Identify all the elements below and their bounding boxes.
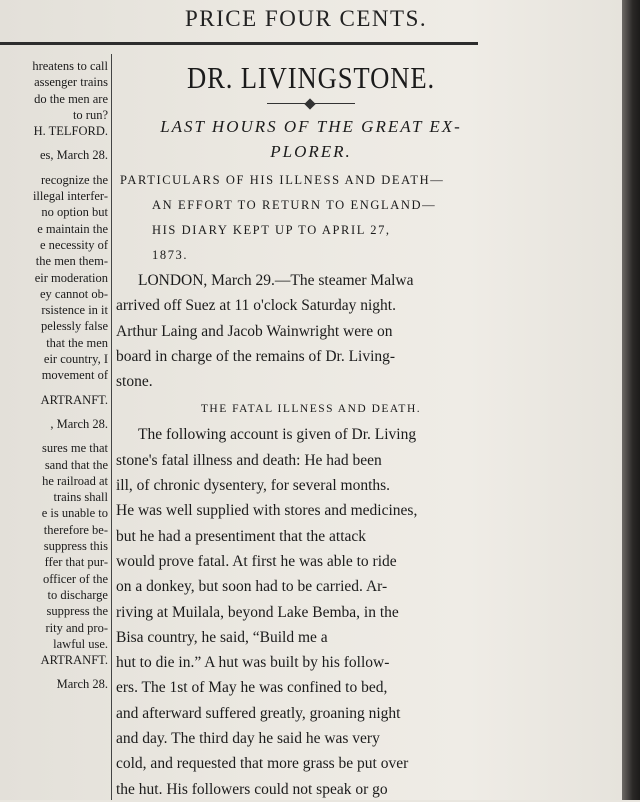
masthead-rule [0, 42, 478, 45]
section-heading: THE FATAL ILLNESS AND DEATH. [200, 403, 422, 416]
article-subhead [116, 114, 506, 164]
column-gap [0, 384, 108, 392]
text-line: and afterward suffered greatly, groaning night [116, 704, 401, 722]
column-line: lawful use. [53, 636, 108, 651]
column-line: H. TELFORD. [33, 124, 108, 139]
column-line: suppress the [46, 604, 108, 619]
column-line: March 28. [56, 677, 108, 692]
column-line: he railroad at [42, 473, 108, 488]
left-column-text [0, 58, 108, 693]
column-line: officer of the [42, 571, 108, 586]
column-line: to discharge [47, 587, 108, 602]
column-line: e maintain the [37, 221, 108, 236]
text-line: board in charge of the remains of Dr. Living- [116, 347, 396, 365]
column-line: movement of [41, 368, 108, 383]
subhead-line: PLORER. [270, 142, 352, 161]
account-paragraph [116, 422, 506, 801]
text-line: stone. [116, 373, 153, 391]
column-gap [0, 668, 108, 676]
subhead-line: LAST HOURS OF THE GREAT EX- [160, 117, 462, 136]
column-divider [111, 54, 112, 800]
text-line: ers. The 1st of May he was confined to bed, [116, 679, 388, 697]
column-line: do the men are [34, 91, 108, 106]
column-gap [0, 139, 108, 147]
article-column [116, 56, 506, 802]
article-deck [116, 168, 506, 268]
text-line: ill, of chronic dysentery, for several months. [116, 477, 391, 495]
text-line: riving at Muilala, beyond Lake Bemba, in the [116, 603, 399, 621]
column-line: ARTRANFT. [40, 653, 108, 668]
column-line: eir country, I [43, 352, 108, 367]
column-line: to run? [72, 107, 108, 122]
text-line: cold, and requested that more grass be put over [116, 755, 409, 773]
column-line: e necessity of [39, 237, 108, 252]
column-line: suppress this [43, 539, 108, 554]
column-line: e is unable to [41, 506, 108, 521]
deck-line: 1873. [152, 248, 189, 262]
column-line: therefore be- [43, 522, 108, 537]
text-line: hut to die in.” A hut was built by his follow- [116, 654, 390, 672]
column-line: ffer that pur- [44, 555, 108, 570]
text-line: would prove fatal. At first he was able to ride [116, 552, 397, 570]
text-line: the hut. His followers could not speak or go [116, 780, 388, 798]
column-line: assenger trains [34, 75, 108, 90]
column-line: the men them- [35, 254, 108, 269]
column-line: , March 28. [50, 416, 108, 431]
dateline-paragraph [116, 268, 506, 394]
column-line: rity and pro- [45, 620, 108, 635]
column-gap [0, 432, 108, 440]
deck-line: HIS DIARY KEPT UP TO APRIL 27, [152, 223, 391, 237]
column-gap [0, 164, 108, 172]
column-line: hreatens to call [32, 59, 108, 73]
text-line: Arthur Laing and Jacob Wainwright were on [116, 322, 393, 340]
column-line: recognize the [41, 172, 108, 187]
deck-line: PARTICULARS OF HIS ILLNESS AND DEATH— [120, 173, 445, 187]
text-line: Bisa country, he said, “Build me a [116, 628, 328, 646]
text-line: LONDON, March 29.—The steamer Malwa [138, 272, 414, 289]
article-headline: DR. LIVINGSTONE. [186, 60, 436, 95]
deck-line: AN EFFORT TO RETURN TO ENGLAND— [152, 198, 437, 212]
text-line: arrived off Suez at 11 o'clock Saturday night. [116, 297, 396, 315]
column-line: ARTRANFT. [40, 392, 108, 407]
column-line: pelessly false [41, 319, 108, 334]
column-line: ey cannot ob- [39, 286, 108, 301]
column-line: illegal interfer- [32, 189, 108, 204]
column-line: trains shall [53, 490, 108, 505]
column-line: es, March 28. [39, 148, 108, 163]
column-line: rsistence in it [41, 303, 108, 318]
headline-ornament [267, 100, 355, 108]
text-line: He was well supplied with stores and medicines, [116, 502, 418, 520]
text-line: stone's fatal illness and death: He had been [116, 451, 382, 469]
column-line: that the men [46, 335, 108, 350]
text-line: and day. The third day he said he was very [116, 730, 380, 748]
column-line: no option but [41, 205, 108, 220]
price-masthead: PRICE FOUR CENTS. [185, 6, 428, 31]
column-line: eir moderation [34, 270, 108, 285]
page-edge-shadow [622, 0, 640, 800]
column-line: sures me that [42, 441, 108, 456]
text-line: on a donkey, but soon had to be carried. Ar- [116, 578, 388, 596]
column-line: sand that the [44, 457, 108, 472]
column-gap [0, 408, 108, 416]
text-line: The following account is given of Dr. Living [138, 426, 417, 444]
text-line: but he had a presentiment that the attack [116, 527, 367, 545]
